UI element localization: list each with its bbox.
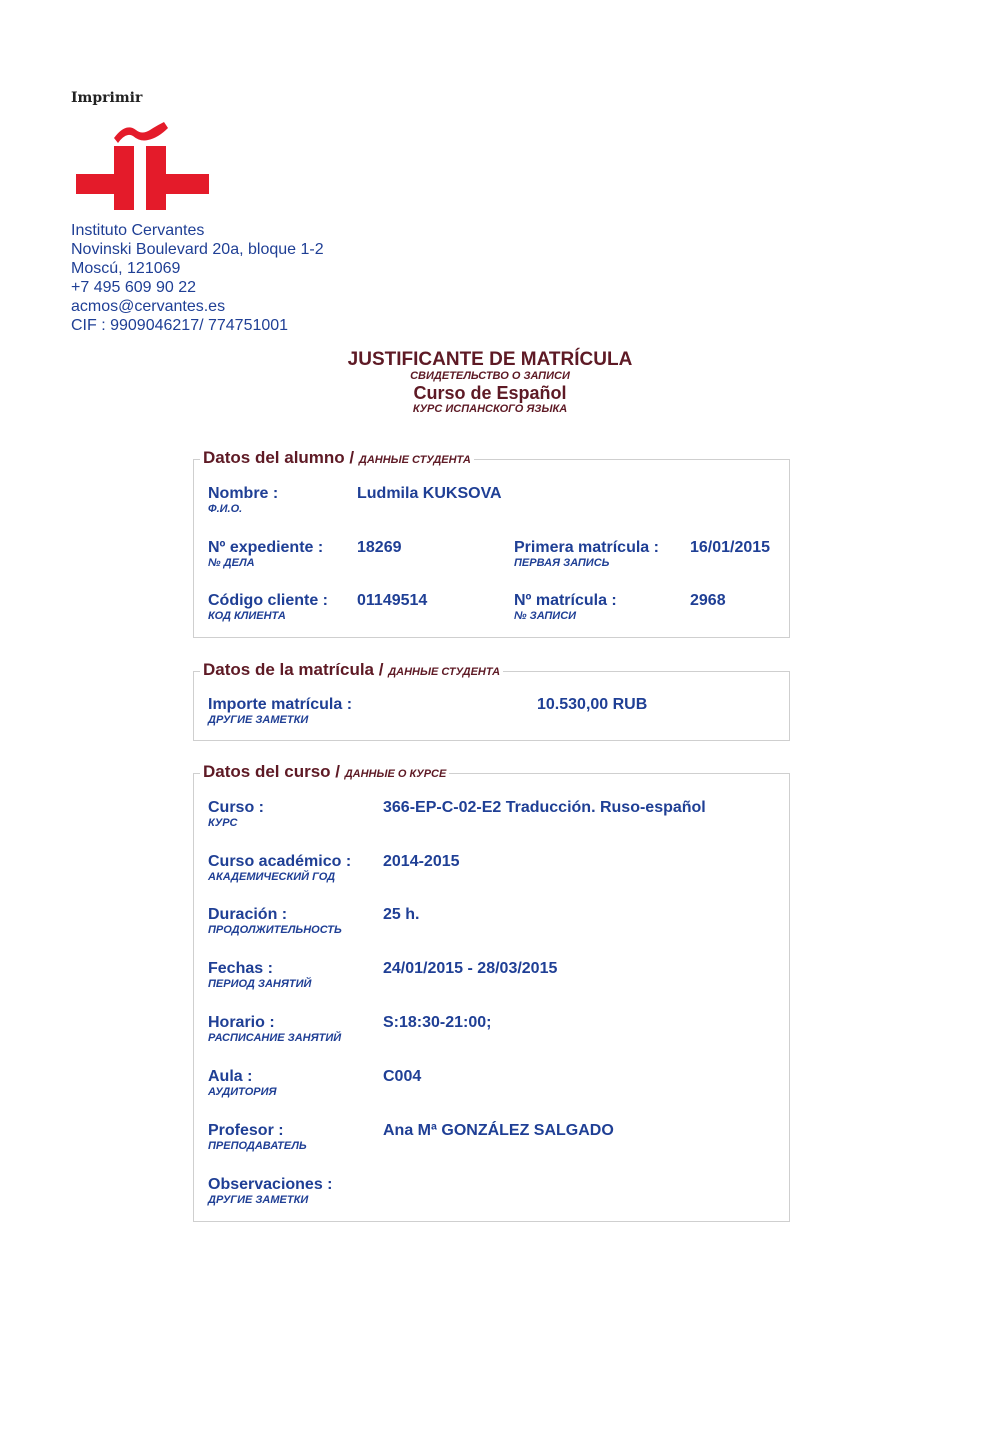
course-row-label: Curso : КУРС: [208, 799, 264, 829]
name-value: Ludmila KUKSOVA: [357, 485, 502, 502]
schedule-value: S:18:30-21:00;: [383, 1014, 492, 1031]
institution-city: Moscú, 121069: [71, 260, 181, 277]
client-code-value: 01149514: [357, 592, 428, 609]
enrollment-number-value: 2968: [690, 592, 726, 609]
print-link[interactable]: Imprimir: [71, 90, 143, 106]
institution-phone: +7 495 609 90 22: [71, 279, 197, 296]
first-enrollment-label: Primera matrícula : ПЕРВАЯ ЗАПИСЬ: [514, 539, 659, 569]
file-number-value: 18269: [357, 539, 402, 556]
duration-value: 25 h.: [383, 906, 420, 923]
name-label: Nombre : Ф.И.О.: [208, 485, 279, 515]
institution-email: acmos@cervantes.es: [71, 298, 226, 315]
document-subtitle: Curso de Español: [413, 383, 567, 403]
client-code-label: Código cliente : КОД КЛИЕНТА: [208, 592, 328, 622]
observations-label: Observaciones : ДРУГИЕ ЗАМЕТКИ: [208, 1176, 333, 1206]
institution-cif: CIF : 9909046217/ 774751001: [71, 317, 289, 334]
document-title-ru: СВИДЕТЕЛЬСТВО О ЗАПИСИ: [410, 370, 570, 382]
duration-label: Duración : ПРОДОЛЖИТЕЛЬНОСТЬ: [208, 906, 342, 936]
course-row-value: 366-EP-C-02-E2 Traducción. Ruso-español: [383, 799, 706, 816]
dates-label: Fechas : ПЕРИОД ЗАНЯТИЙ: [208, 960, 312, 990]
student-data-section: [193, 448, 790, 638]
document-subtitle-ru: КУРС ИСПАНСКОГО ЯЗЫКА: [412, 403, 568, 415]
teacher-value: Ana Mª GONZÁLEZ SALGADO: [383, 1122, 614, 1139]
institution-name: Instituto Cervantes: [71, 222, 205, 239]
classroom-value: C004: [383, 1068, 422, 1085]
dates-value: 24/01/2015 - 28/03/2015: [383, 960, 558, 977]
course-data-section: [193, 762, 790, 1222]
enrollment-number-label: Nº matrícula : № ЗАПИСИ: [514, 592, 617, 622]
document-title: JUSTIFICANTE DE MATRÍCULA: [347, 349, 633, 370]
file-number-label: Nº expediente : № ДЕЛА: [208, 539, 324, 569]
institution-address: [71, 221, 324, 335]
enrollment-data-section: [193, 660, 790, 741]
teacher-label: Profesor : ПРЕПОДАВАТЕЛЬ: [208, 1122, 307, 1152]
academic-year-value: 2014-2015: [383, 853, 460, 870]
student-section-title: Datos del alumno / ДАННЫЕ СТУДЕНТА: [200, 448, 474, 468]
cervantes-logo: [70, 118, 220, 218]
amount-label: Importe matrícula : ДРУГИЕ ЗАМЕТКИ: [208, 696, 353, 726]
first-enrollment-value: 16/01/2015: [690, 539, 771, 556]
document-header: [190, 350, 790, 416]
schedule-label: Horario : РАСПИСАНИЕ ЗАНЯТИЙ: [208, 1014, 342, 1044]
institution-street: Novinski Boulevard 20a, bloque 1-2: [71, 241, 324, 258]
classroom-label: Aula : АУДИТОРИЯ: [208, 1068, 277, 1098]
amount-value: 10.530,00 RUB: [537, 696, 648, 713]
enrollment-section-title: Datos de la matrícula / ДАННЫЕ СТУДЕНТА: [200, 660, 503, 680]
academic-year-label: Curso académico : АКАДЕМИЧЕСКИЙ ГОД: [208, 853, 352, 883]
course-section-title: Datos del curso / ДАННЫЕ О КУРСЕ: [200, 762, 449, 782]
